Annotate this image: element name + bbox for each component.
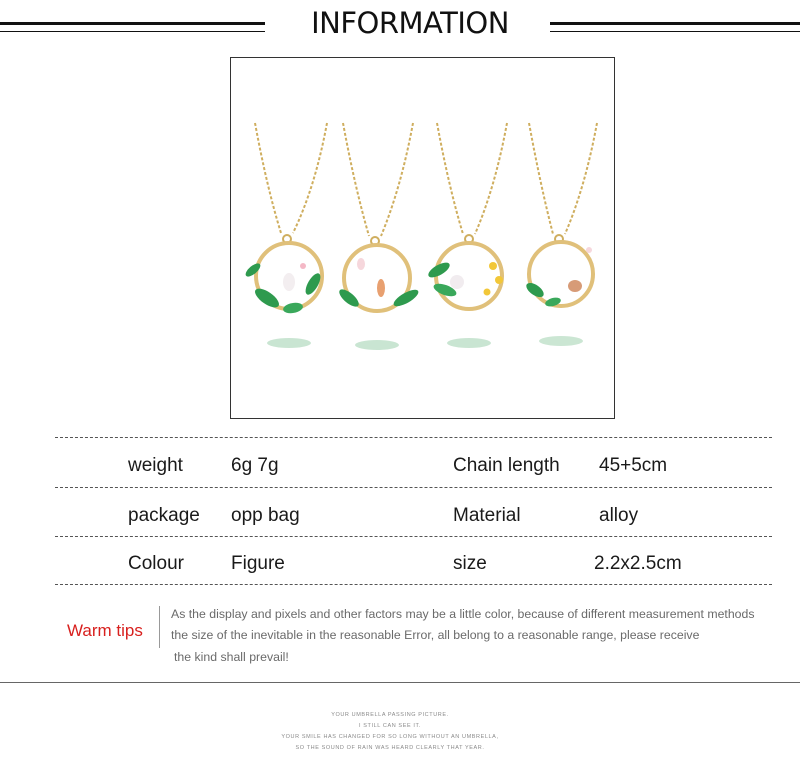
header-bar-right <box>550 22 800 25</box>
reflection <box>267 336 583 350</box>
header-bar-left-thin <box>0 31 265 32</box>
footer-rule <box>0 682 800 683</box>
product-photo <box>230 57 615 419</box>
spec-value: 2.2x2.5cm <box>594 553 682 574</box>
spec-value: alloy <box>599 505 639 526</box>
spec-label: Colour <box>128 553 184 574</box>
tips-line-3: the kind shall prevail! <box>174 650 289 664</box>
footer-line-3: YOUR SMILE HAS CHANGED FOR SO LONG WITHOUT AN UMBRELLA, <box>281 734 499 740</box>
spec-label: weight <box>128 455 183 476</box>
spec-label: Material <box>453 505 521 526</box>
table-divider <box>55 437 772 438</box>
table-divider <box>55 584 772 585</box>
pendant-2 <box>337 123 421 311</box>
tips-divider <box>159 606 160 648</box>
spec-label: Chain length <box>453 455 560 476</box>
pendant-3 <box>426 123 507 309</box>
table-divider <box>55 536 772 537</box>
footer-line-1: YOUR UMBRELLA PASSING PICTURE. <box>331 712 449 718</box>
spec-row-colour <box>0 553 800 583</box>
spec-label: size <box>453 553 487 574</box>
table-divider <box>55 487 772 488</box>
necklaces-illustration <box>231 58 614 418</box>
tips-line-2: the size of the inevitable in the reasonable Error, all belong to a reasonable range, please receive <box>171 628 700 642</box>
spec-value: 6g 7g <box>231 455 279 476</box>
spec-value: 45+5cm <box>599 455 668 476</box>
spec-value: Figure <box>231 553 285 574</box>
page-title: INFORMATION <box>311 6 509 40</box>
spec-label: package <box>128 505 200 526</box>
warm-tips-label: Warm tips <box>67 621 143 640</box>
header-bar-left <box>0 22 265 25</box>
footer-line-2: I STILL CAN SEE IT. <box>359 723 421 729</box>
header-bar-right-thin <box>550 31 800 32</box>
spec-value: opp bag <box>231 505 300 526</box>
spec-row-package <box>0 505 800 535</box>
tips-line-1: As the display and pixels and other factors may be a little color, because of different measurement methods <box>171 607 755 621</box>
spec-row-weight <box>0 455 800 485</box>
footer-line-4: SO THE SOUND OF RAIN WAS HEARD CLEARLY THAT YEAR. <box>295 745 485 751</box>
pendant-1 <box>244 123 327 315</box>
pendant-4 <box>524 123 597 308</box>
section-header <box>0 0 800 50</box>
